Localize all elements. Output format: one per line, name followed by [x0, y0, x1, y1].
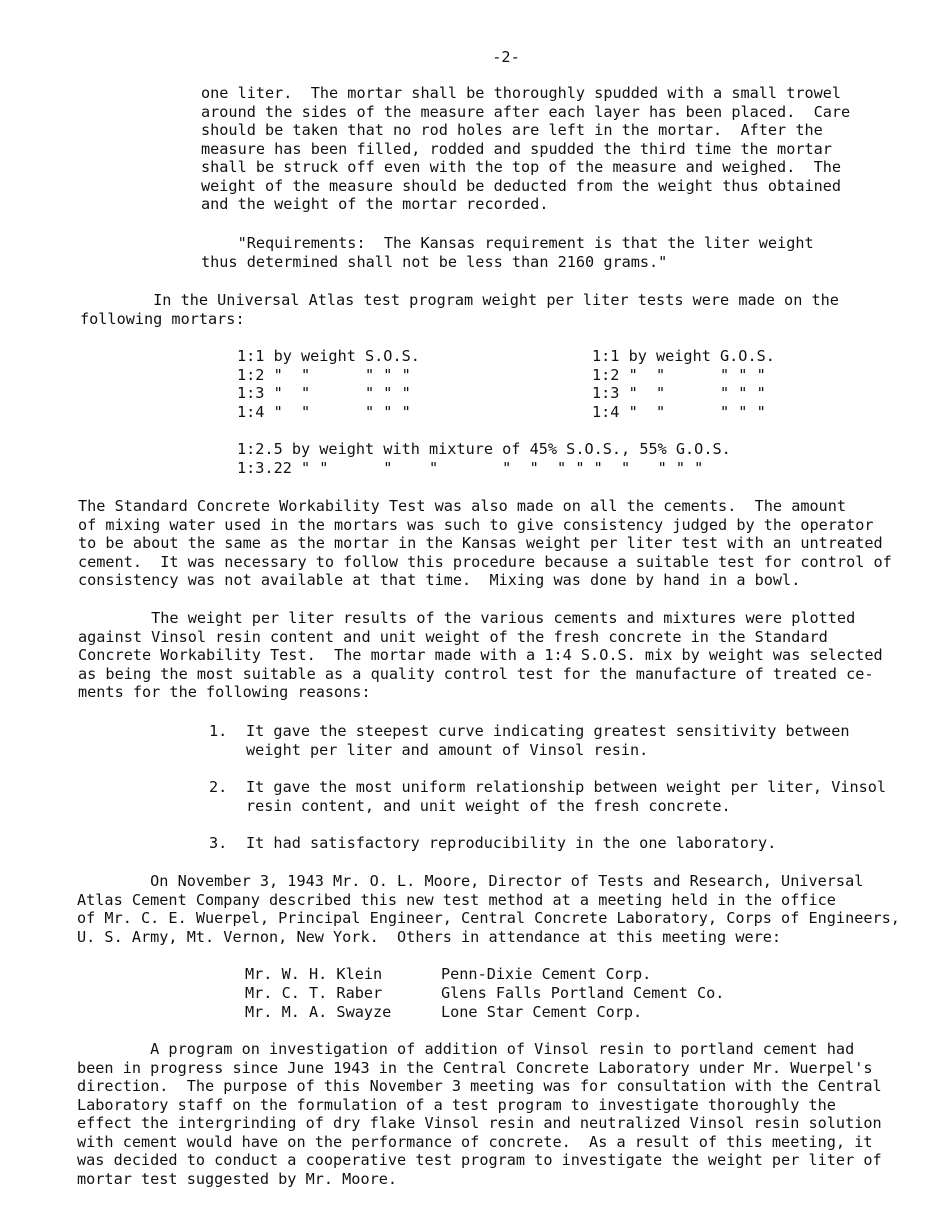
text-line: of Mr. C. E. Wuerpel, Principal Engineer, Central Concrete Laboratory, Corps of Engineers, [77, 909, 900, 927]
intro-paragraph [201, 84, 850, 214]
reason-text-line: It gave the steepest curve indicating greatest sensitivity between [246, 722, 850, 740]
text-line: The Standard Concrete Workability Test was also made on all the cements. The amount [78, 497, 847, 515]
reason-text-line: It gave the most uniform relationship between weight per liter, Vinsol [246, 778, 887, 796]
attendee-name: Mr. M. A. Swayze [245, 1003, 392, 1021]
text-line: to be about the same as the mortar in the Kansas weight per liter test with an untreated [78, 534, 883, 552]
mortar-item: 1:1 by weight S.O.S. [237, 347, 420, 365]
text-line: been in progress since June 1943 in the Central Concrete Laboratory under Mr. Wuerpel's [77, 1058, 873, 1077]
attendees-table [245, 965, 765, 1025]
reason-number: 1. [209, 722, 228, 740]
program-intro-paragraph [80, 291, 839, 328]
reason-text-line: It had satisfactory reproducibility in the one laboratory. [246, 834, 777, 852]
attendee-company: Penn-Dixie Cement Corp. [441, 965, 652, 983]
text-line: following mortars: [80, 309, 245, 328]
text-line: against Vinsol resin content and unit weight of the fresh concrete in the Standard [78, 627, 828, 646]
text-line: In the Universal Atlas test program weight per liter tests were made on the [80, 291, 839, 309]
text-line: was decided to conduct a cooperative test program to investigate the weight per liter of [77, 1151, 882, 1169]
mortar-item: 1:1 by weight G.O.S. [592, 347, 775, 365]
results-paragraph [78, 609, 883, 702]
text-line: U. S. Army, Mt. Vernon, New York. Others in attendance at this meeting were: [77, 927, 782, 946]
mortar-item: 1:4 " " " " " [592, 402, 766, 421]
text-line: mortar test suggested by Mr. Moore. [77, 1169, 398, 1188]
mortars-left-list [237, 347, 420, 421]
text-line: direction. The purpose of this November 3 meeting was for consultation with the Central [77, 1077, 882, 1095]
mortar-item: 1:4 " " " " " [237, 402, 411, 421]
text-line: should be taken that no rod holes are left in the mortar. After the [201, 121, 823, 139]
mortar-item: 1:3 " " " " " [592, 384, 766, 402]
meeting-paragraph [77, 872, 900, 946]
requirements-quote [201, 234, 814, 271]
workability-paragraph [78, 497, 892, 590]
text-line: On November 3, 1943 Mr. O. L. Moore, Director of Tests and Research, Universal [77, 872, 864, 890]
reason-text-line: weight per liter and amount of Vinsol resin. [246, 740, 649, 759]
text-line: of mixing water used in the mortars was such to give consistency judged by the operator [78, 515, 874, 534]
text-line: one liter. The mortar shall be thoroughly spudded with a small trowel [201, 84, 842, 102]
attendee-name: Mr. C. T. Raber [245, 984, 383, 1002]
text-line: The weight per liter results of the various cements and mixtures were plotted [78, 609, 856, 627]
mortar-item: 1:2 " " " " " [237, 365, 411, 384]
attendee-company: Lone Star Cement Corp. [441, 1003, 643, 1021]
attendee-name: Mr. W. H. Klein [245, 965, 383, 983]
text-line: effect the intergrinding of dry flake Vinsol resin and neutralized Vinsol resin solution [77, 1114, 882, 1132]
text-line: and the weight of the mortar recorded. [201, 195, 549, 213]
text-line: ments for the following reasons: [78, 683, 371, 701]
mortar-mixture-item: 1:2.5 by weight with mixture of 45% S.O.S., 55% G.O.S. [237, 440, 731, 458]
text-line: shall be struck off even with the top of the measure and weighed. The [201, 158, 842, 176]
attendee-company: Glens Falls Portland Cement Co. [441, 984, 725, 1002]
text-line: Laboratory staff on the formulation of a test program to investigate thoroughly the [77, 1095, 836, 1114]
program-paragraph [77, 1040, 882, 1188]
mortar-item: 1:2 " " " " " [592, 365, 766, 384]
text-line: cement. It was necessary to follow this procedure because a suitable test for control of [78, 552, 892, 571]
reason-number: 2. [209, 778, 228, 796]
mortar-item: 1:3 " " " " " [237, 384, 411, 402]
text-line: with cement would have on the performance of concrete. As a result of this meeting, it [77, 1132, 873, 1151]
text-line: around the sides of the measure after each layer has been placed. Care [201, 102, 851, 121]
text-line: thus determined shall not be less than 2160 grams." [201, 252, 668, 271]
mortar-mixture-item: 1:3.22 " " " " " " " " " " " " " [237, 458, 704, 477]
page-number: -2- [492, 48, 520, 66]
text-line: measure has been filled, rodded and spudded the third time the mortar [201, 139, 832, 158]
mortars-right-list [592, 347, 775, 421]
text-line: "Requirements: The Kansas requirement is that the liter weight [201, 234, 814, 252]
text-line: as being the most suitable as a quality control test for the manufacture of treated ce- [78, 664, 874, 683]
text-line: A program on investigation of addition of Vinsol resin to portland cement had [77, 1040, 855, 1058]
text-line: consistency was not available at that time. Mixing was done by hand in a bowl. [78, 571, 801, 589]
reason-number: 3. [209, 834, 228, 852]
reason-text-line: resin content, and unit weight of the fresh concrete. [246, 796, 731, 815]
text-line: Atlas Cement Company described this new test method at a meeting held in the office [77, 890, 836, 909]
text-line: weight of the measure should be deducted from the weight thus obtained [201, 176, 842, 195]
text-line: Concrete Workability Test. The mortar made with a 1:4 S.O.S. mix by weight was selected [78, 646, 883, 664]
mortar-mixtures-list [237, 440, 731, 477]
